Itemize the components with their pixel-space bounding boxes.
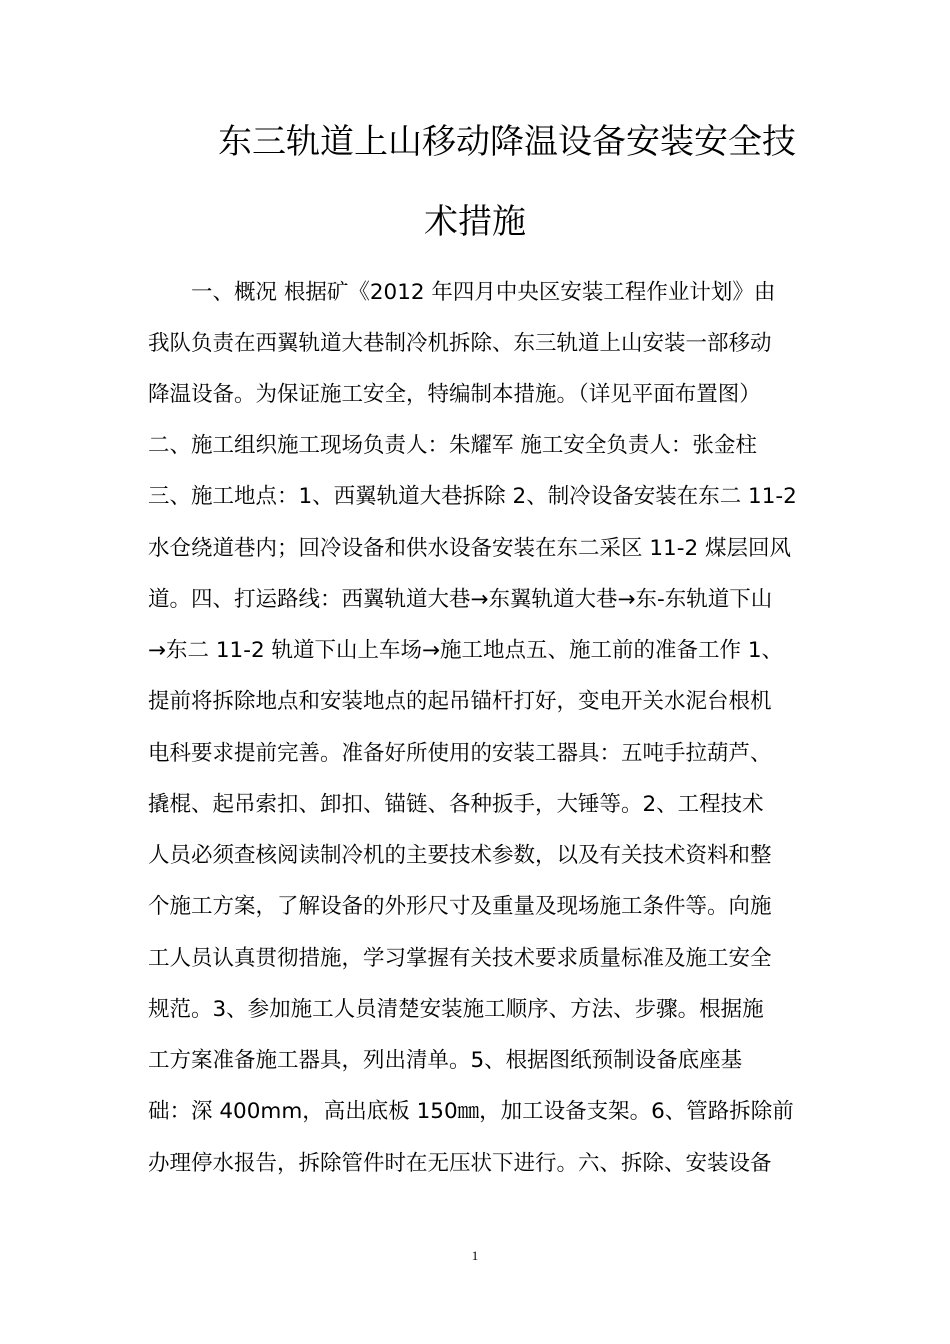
body-line-9: 提前将拆除地点和安装地点的起吊锚杆打好，变电开关水泥台根机 [148, 689, 772, 714]
body-line-7: 道。四、打运路线：西翼轨道大巷→东翼轨道大巷→东-东轨道下山 [148, 587, 773, 612]
body-line-1: 一、概况 根据矿《2012 年四月中央区安装工程作业计划》由 [148, 280, 776, 305]
body-line-17: 础：深 400mm，高出底板 150㎜，加工设备支架。6、管路拆除前 [148, 1099, 794, 1124]
body-line-13: 个施工方案，了解设备的外形尺寸及重量及现场施工条件等。向施 [148, 894, 772, 919]
body-line-3: 降温设备。为保证施工安全，特编制本措施。（详见平面布置图） [148, 382, 761, 407]
body-line-4: 二、施工组织施工现场负责人：朱耀军 施工安全负责人：张金柱 [148, 433, 757, 458]
page-number: 1 [471, 1248, 479, 1263]
body-line-16: 工方案准备施工器具，列出清单。5、根据图纸预制设备底座基 [148, 1048, 743, 1073]
body-line-18: 办理停水报告，拆除管件时在无压状下进行。六、拆除、安装设备 [148, 1151, 772, 1176]
document-title-line-1: 东三轨道上山移动降温设备安装安全技 [218, 122, 796, 162]
body-line-14: 工人员认真贯彻措施，学习掌握有关技术要求质量标准及施工安全 [148, 946, 772, 971]
body-line-12: 人员必须查核阅读制冷机的主要技术参数，以及有关技术资料和整 [148, 843, 772, 868]
body-line-5: 三、施工地点：1、西翼轨道大巷拆除 2、制冷设备安装在东二 11-2 [148, 484, 797, 509]
document-title-line-2: 术措施 [424, 202, 526, 242]
body-line-8: →东二 11-2 轨道下山上车场→施工地点五、施工前的准备工作 1、 [148, 638, 784, 663]
body-line-2: 我队负责在西翼轨道大巷制冷机拆除、东三轨道上山安装一部移动 [148, 331, 772, 356]
body-line-6: 水仓绕道巷内；回冷设备和供水设备安装在东二采区 11-2 煤层回风 [148, 536, 791, 561]
body-line-10: 电科要求提前完善。准备好所使用的安装工器具：五吨手拉葫芦、 [148, 741, 772, 766]
body-line-11: 撬棍、起吊索扣、卸扣、锚链、各种扳手，大锤等。2、工程技术 [148, 792, 764, 817]
body-line-15: 规范。3、参加施工人员清楚安装施工顺序、方法、步骤。根据施 [148, 997, 764, 1022]
